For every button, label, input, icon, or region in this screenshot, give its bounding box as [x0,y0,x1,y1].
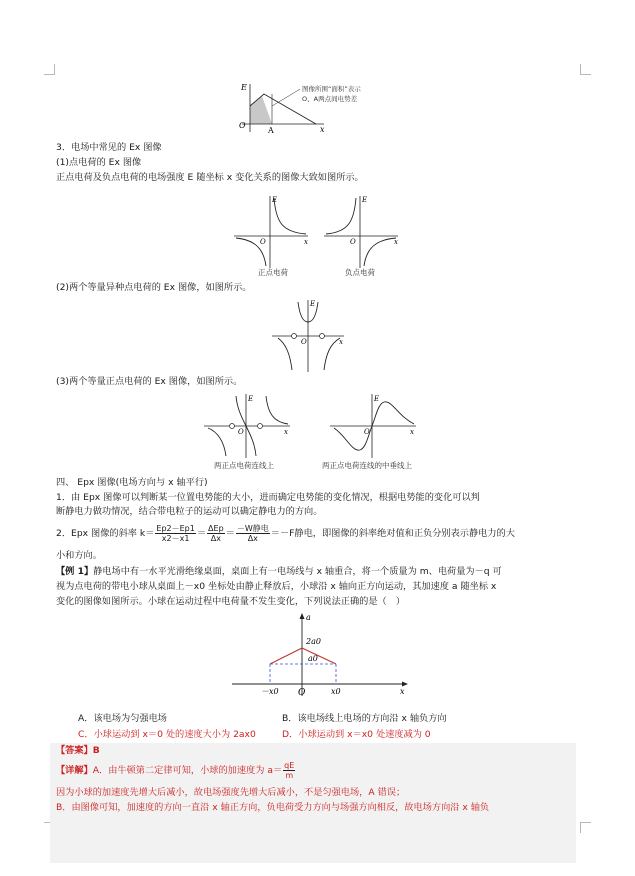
svg-text:x: x [410,428,414,436]
svg-text:x: x [339,338,343,346]
potential-note: O、A两点间电势差 [302,95,358,103]
fraction-work: $\frac{\text{－W静电}}{\Delta x}$ [236,524,269,543]
option-d: D．小球运动到 x＝x0 处速度减为 0 [282,729,431,740]
section3-sub2: (2)两个等量异种点电荷的 Ex 图像，如图所示。 [56,282,252,293]
acceleration-curve [270,648,336,664]
svg-text:O: O [350,238,356,246]
svg-text:x: x [304,238,308,246]
two-a0-label: 2a0 [306,637,321,646]
positive-charges-perp-ex-figure [328,392,418,460]
svg-text:x: x [394,238,398,246]
crop-mark-top-right [580,64,591,75]
detail-line1: 【详解】A．由牛顿第二定律可知，小球的加速度为 a＝ $\frac{qE}{m}$ [56,761,295,780]
a-axis-label: a [306,613,311,622]
svg-text:E: E [310,300,316,308]
fraction-ep-diff: $\frac{Ep2-Ep1}{x2-x1}$ [156,524,195,543]
caption-negative-charge: 负点电荷 [345,268,375,277]
detail-line3: B．由图像可知，加速度的方向一直沿 x 轴正方向，负电荷受力方向与场强方向相反，故电场方向沿 x 轴负 [56,802,490,813]
slope-tail: ＝－F静电，即图像的斜率绝对值和正负分别表示静电力的大 [270,528,515,539]
caption-line-between: 两正点电荷连线上 [214,461,274,470]
option-a: A．该电场为匀强电场 [78,713,167,724]
point-a-label: A [268,126,274,135]
svg-text:O: O [260,238,266,246]
section4-p1-line1: 1．由 Epx 图像可以判断某一位置电势能的大小，进而确定电势能的变化情况，根据电势能的变化可以判 [56,492,480,503]
example-line1: 【例 1】静电场中有一水平光滑绝缘桌面，桌面上有一电场线与 x 轴重合，将一个质量为 m、电荷量为－q 可 [56,566,502,577]
section3-sub1-desc: 正点电荷及负点电荷的电场强度 E 随坐标 x 变化关系的图像大致如图所示。 [56,172,364,183]
x-axis-label-graph: x [400,687,405,696]
svg-text:E: E [362,196,368,204]
svg-text:O: O [364,428,370,436]
origin-label: O [239,121,246,130]
svg-text:E: E [248,395,254,403]
section3-title: 3．电场中常见的 Ex 图像 [56,142,162,153]
caption-positive-charge: 正点电荷 [258,268,288,277]
detail-line2: 因为小球的加速度先增大后减小，故电场强度先增大后减小，不是匀强电场，A 错误； [56,787,406,798]
example-tag: 【例 1】 [56,566,94,577]
area-note: 图像所围“面积”表示 [302,85,361,93]
svg-text:x: x [284,428,288,436]
option-b: B．该电场线上电场的方向沿 x 轴负方向 [282,713,447,724]
section3-sub1: (1)点电荷的 Ex 图像 [56,157,142,168]
svg-text:O: O [238,428,244,436]
example-line2: 视为点电荷的带电小球从桌面上－x0 坐标处由静止释放后，小球沿 x 轴向正方向运动，其加速度 a 随坐标 x [56,581,497,592]
x-axis-label: x [320,125,325,134]
graph-origin-label: O [298,688,306,698]
example-line3: 变化的图像如图所示。小球在运动过程中电荷量不发生变化，下列说法正确的是（ ） [56,596,406,607]
fraction-delta-ep: $\frac{\text{ΔEp}}{\Delta x}$ [208,524,224,543]
svg-text:E: E [272,196,278,204]
fraction-qe-m: $\frac{qE}{m}$ [284,761,295,780]
svg-text:E: E [374,395,380,403]
answer-label: 【答案】B [56,745,100,756]
neg-x0-label: －x0 [261,687,279,696]
x0-label: x0 [331,687,341,696]
section4-p1-line2: 断静电力做功情况，结合带电粒子的运动可以确定静电力的方向。 [56,506,323,517]
negative-charge-ex-figure [322,192,402,272]
section4-p2-formula: 2．Epx 图像的斜率 k＝ $\frac{Ep2-Ep1}{x2-x1}$ ＝ $\frac{\text{ΔEp}}{\Delta x}$ ＝ $\frac{\text{－W静电}}{\Delta x}$ ＝－F静电，即图像的斜率绝对值和正负分别表示静电力的大 [56,524,515,543]
section3-sub3: (3)两个等量正点电荷的 Ex 图像，如图所示。 [56,376,243,387]
crop-mark-bottom-right [580,822,591,833]
top-ex-figure [228,80,408,138]
area-shade [250,96,272,124]
e-axis-label: E [241,83,247,92]
option-c: C．小球运动到 x＝0 处的速度大小为 2ax0 [78,729,256,740]
detail-tag: 【详解】 [56,765,93,776]
opposite-charges-ex-figure [270,296,346,374]
a0-label: a0 [308,654,318,663]
svg-text:O: O [301,338,307,346]
positive-charges-line-ex-figure [202,392,292,460]
section4-p2-line2: 小和方向。 [56,550,102,561]
acceleration-graph [228,612,410,698]
crop-mark-top-left [44,64,55,75]
caption-perpendicular: 两正点电荷连线的中垂线上 [322,461,412,470]
section4-title: 四、 Epx 图像(电场方向与 x 轴平行) [56,477,208,488]
positive-charge-ex-figure [232,192,312,272]
slope-prefix: 2．Epx 图像的斜率 k＝ [56,528,155,539]
